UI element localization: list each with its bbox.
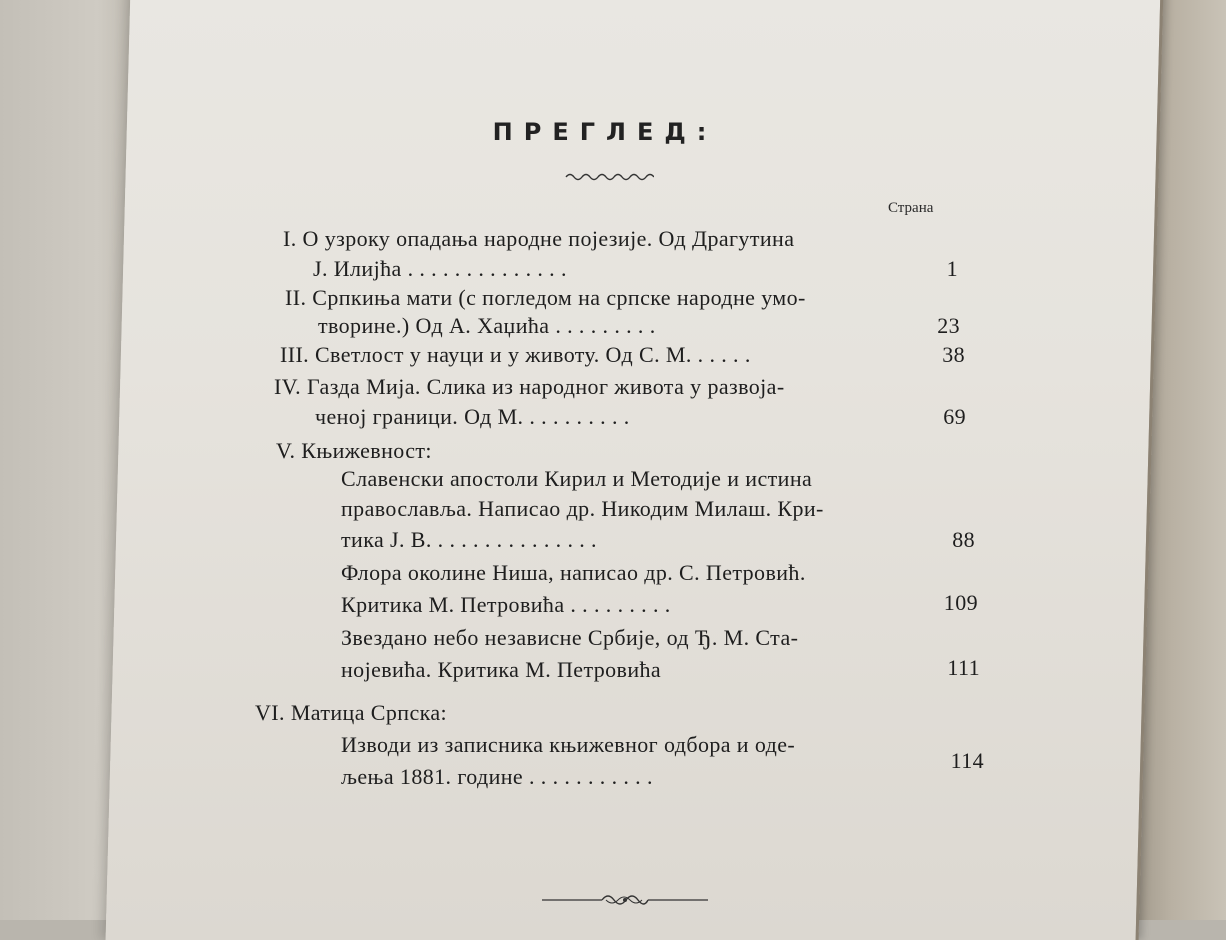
ornament-wave-icon [564, 170, 654, 184]
toc-line: творине.) Од А. Хаџића . . . . . . . . . [318, 313, 656, 338]
toc-line: православља. Написао др. Никодим Милаш. Кри- [341, 496, 824, 521]
toc-line: Изводи из записника књижевног одбора и оде- [341, 732, 796, 757]
page-number: 111 [947, 655, 980, 680]
page-number: 88 [952, 527, 975, 552]
toc-line: Славенски апостоли Кирил и Методије и истина [341, 466, 813, 491]
page-title: ПРЕГЛЕД: [492, 118, 718, 146]
page-number: 109 [943, 590, 978, 615]
toc-line: III. Светлост у науци и у животу. Од С. М. . . . . . [280, 342, 751, 367]
column-header: Страна [888, 200, 934, 216]
toc-line: IV. Газда Мија. Слика из народног живота у развоја- [274, 374, 785, 399]
toc-line: љења 1881. године . . . . . . . . . . . [341, 764, 653, 789]
toc-line: I. О узроку опадања народне појезије. Од Драгутина [283, 226, 795, 251]
page-number: 1 [946, 256, 958, 281]
toc-line: Флора околине Ниша, написао др. С. Петровић. [341, 560, 806, 585]
toc-line: ченој граници. Од М. . . . . . . . . . [315, 404, 630, 429]
page-number: 69 [943, 404, 966, 429]
toc-line: Звездано небо независне Србије, од Ђ. М. Ста- [341, 625, 799, 650]
toc-line: Критика М. Петровића . . . . . . . . . [341, 592, 671, 617]
toc-line: нојевића. Критика М. Петровића [341, 657, 662, 682]
toc-line: тика J. В. . . . . . . . . . . . . . . [341, 527, 597, 552]
toc-line: J. Илијћа . . . . . . . . . . . . . . [313, 256, 567, 281]
toc-line: II. Српкиња мати (с погледом на српске народне умо- [285, 285, 806, 310]
page-number: 23 [937, 313, 960, 338]
section-heading: V. Књижевност: [276, 438, 432, 463]
section-heading: VI. Матица Српска: [255, 700, 448, 725]
page-number: 38 [942, 342, 965, 367]
page-number: 114 [950, 748, 984, 773]
ornament-flourish-icon [540, 888, 710, 912]
